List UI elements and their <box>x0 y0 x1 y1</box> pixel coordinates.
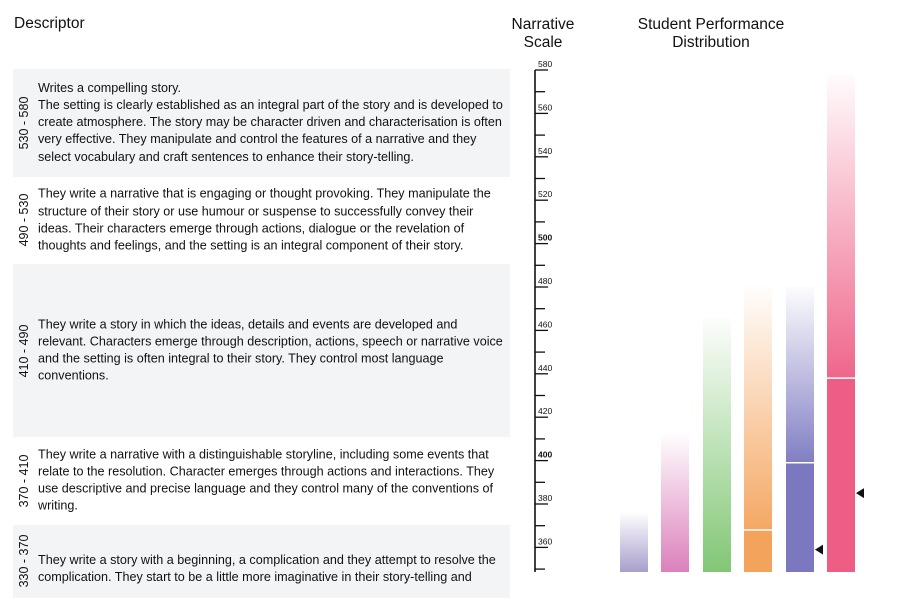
axis-tick-label: 540 <box>538 145 553 156</box>
distribution-bar-solid <box>827 378 855 572</box>
band-description: They write a narrative with a distinguishable storyline, including some events that relate to the resolution. Character emerges through actions and interactions. They use descriptive and precise language and they control many of the conventions of writing. <box>38 447 495 513</box>
axis-tick-label: 520 <box>538 189 553 200</box>
axis-tick-label: 440 <box>538 362 553 373</box>
band-description: They write a story in which the ideas, details and events are developed and relevant. Characters emerge through description, actions, speech or narrative voice and the setting is often integral to their story. They control most language conventions. <box>38 317 503 383</box>
axis-tick-label: 500 <box>538 232 553 243</box>
axis-tick-label: 400 <box>538 449 553 460</box>
axis-tick-label: 580 <box>538 59 553 69</box>
marker-triangle-icon <box>815 545 823 555</box>
axis-tick-label: 360 <box>538 536 553 547</box>
band-range-label: 410 - 490 <box>17 324 31 378</box>
band-range-label: 330 - 370 <box>17 534 31 588</box>
band-range-label: 490 - 530 <box>17 193 31 247</box>
distribution-bar <box>786 287 814 463</box>
distribution-bar <box>744 287 772 530</box>
distribution-bar <box>620 513 648 572</box>
distribution-header: Student Performance Distribution <box>637 16 785 51</box>
band-description: Writes a compelling story. The setting is clearly established as an integral part of the story and is developed to create atmosphere. The story may be character driven and characterisation is often very effective. They manipulate and control the features of a narrative and they select vocabulary and craft sentences to enhance their story-telling. <box>38 80 503 164</box>
distribution-bar <box>827 74 855 378</box>
band-range-label: 530 - 580 <box>17 96 31 150</box>
scale-header: Narrative Scale <box>511 16 575 51</box>
descriptor-header: Descriptor <box>14 15 85 32</box>
axis-tick-label: 460 <box>538 319 553 330</box>
axis-tick-label: 480 <box>538 276 553 286</box>
distribution-bar <box>703 317 731 572</box>
marker-triangle-icon <box>856 488 864 498</box>
band-description: They write a narrative that is engaging or thought provoking. They manipulate the structure of their story or use humour or suspense to successfully convey their ideas. Their characters emerge through actions, dialogue or the revelation of thoughts and feelings, and the setting is an integral component of their story. <box>38 186 491 253</box>
band-range-label: 370 - 410 <box>17 454 31 508</box>
axis-tick-label: 380 <box>538 493 553 503</box>
distribution-bar-solid <box>786 463 814 572</box>
axis-tick-label: 560 <box>538 102 553 113</box>
axis-tick-label: 420 <box>538 406 553 417</box>
distribution-bar-solid <box>744 530 772 572</box>
band-description: They write a story with a beginning, a complication and they attempt to resolve the complication. They start to be a little more imaginative in their story-telling and <box>38 552 496 584</box>
distribution-bar <box>661 435 689 572</box>
